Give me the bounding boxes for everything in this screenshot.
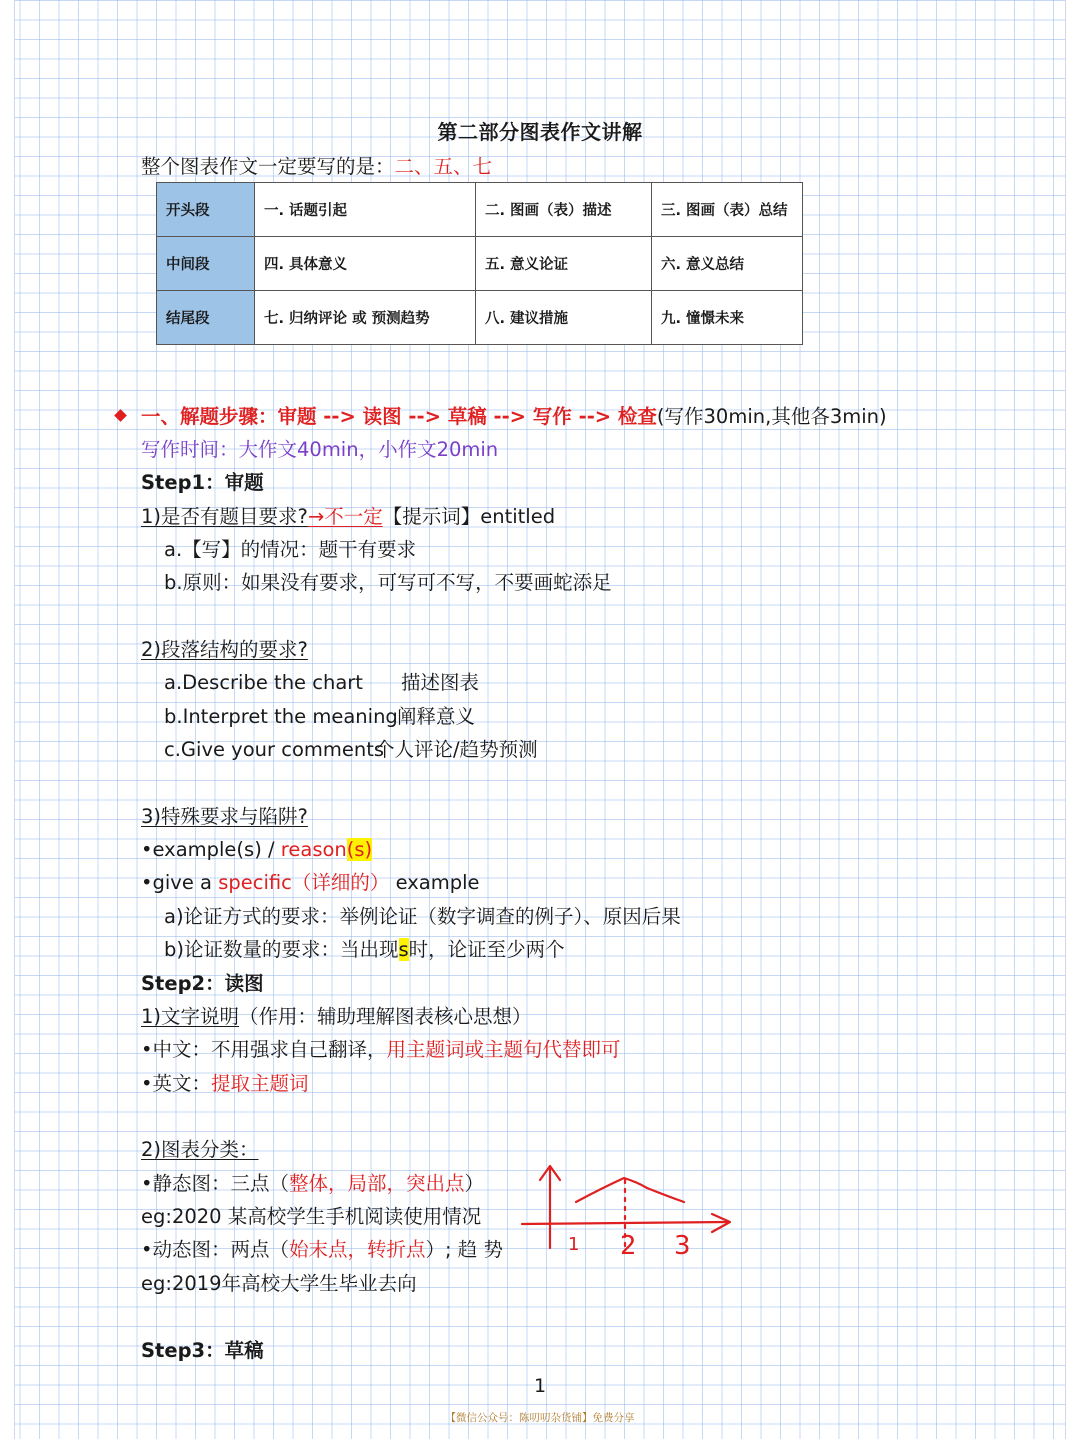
step1-q2: 2)段落结构的要求? [141,638,308,661]
step2-s1 [141,1004,532,1030]
text-span: （作用：辅助理解图表核心思想） [239,1005,532,1028]
text-span: b)论证数量的要求：当出现 [164,938,399,961]
step1-q2-item: c.Give your comments [164,738,385,761]
sketch-x-axis [522,1222,727,1224]
text-span: •静态图：三点（ [141,1172,290,1195]
item-zh: 个人评论/趋势预测 [375,738,538,761]
table-row [157,183,803,237]
step1-q3-b [164,937,565,963]
step2-en [141,1071,309,1097]
hand-drawn-trend-sketch [512,1158,737,1258]
step2-zh [141,1037,621,1063]
text-span: •动态图：两点（ [141,1238,290,1261]
item-zh: 阐释意义 [397,705,476,728]
step1-q1-text: 1)是否有题目要求? [141,505,308,528]
sketch-label: 3 [674,1231,691,1258]
text-span: ）; 趋 势 [425,1238,503,1261]
left-margin [0,0,15,1439]
red-text: 始末点，转折点 [289,1238,426,1261]
item-en: a.Describe the chart [164,671,363,694]
red-text: specific（详细的） [218,871,390,894]
table-cell: 五. 意义论证 [476,237,652,291]
step3-title: Step3：草稿 [141,1339,264,1362]
step2-title: Step2：读图 [141,972,264,995]
red-text: 用主题词或主题句代替即可 [386,1038,621,1061]
table-cell: 一. 话题引起 [255,183,476,237]
item-zh: 描述图表 [401,671,480,694]
must-write-line [141,154,492,180]
table-row [157,291,803,345]
step1-title: Step1：审题 [141,471,264,494]
step2-static [141,1171,484,1197]
step1-q1-note: 【提示词】entitled [382,505,556,528]
writing-time: 写作时间：大作文40min，小作文20min [141,438,499,461]
table-cell-section: 开头段 [157,183,255,237]
text-span: •中文：不用强求自己翻译， [141,1038,387,1061]
table-cell-section: 结尾段 [157,291,255,345]
text-span: example [389,871,480,894]
table-row [157,237,803,291]
step1-q3-a: a)论证方式的要求：举例论证（数字调查的例子）、原因后果 [164,905,681,928]
step2-dynamic-eg: eg:2019年高校大学生毕业去向 [141,1272,417,1295]
step1-q1-b: b.原则：如果没有要求，可写可不写，不要画蛇添足 [164,571,612,594]
table-cell: 七. 归纳评论 或 预测趋势 [255,291,476,345]
sketch-curve [576,1178,684,1202]
page-number: 1 [533,1375,547,1397]
table-cell: 三. 图画（表）总结 [652,183,803,237]
table-cell: 六. 意义总结 [652,237,803,291]
part1-heading-line [141,404,887,430]
step1-q1 [141,504,555,530]
text-span: •example(s) / [141,838,281,861]
step1-q2-item: b.Interpret the meaning [164,705,398,728]
part1-heading-note: (写作30min,其他各3min) [656,405,887,428]
step1-q2-item [164,670,599,696]
step1-q1-a: a.【写】的情况：题干有要求 [164,538,417,561]
footer-note: 【微信公众号：陈叨叨杂货铺】免费分享 [445,1412,635,1424]
highlight-text: s [398,938,409,961]
step1-q3-line1 [141,837,372,863]
diamond-bullet-icon [114,409,127,422]
sketch-label: 1 [568,1234,580,1255]
step1-q1-answer: →不一定 [307,505,383,528]
structure-table [156,182,803,345]
step2-s2: 2)图表分类： [141,1138,259,1161]
step2-static-eg: eg:2020 某高校学生手机阅读使用情况 [141,1205,482,1228]
text-span: •give a [141,871,219,894]
text-span: 时，论证至少两个 [408,938,565,961]
step1-q3-line2 [141,870,480,896]
table-cell: 四. 具体意义 [255,237,476,291]
highlight-text: (s) [346,838,373,861]
sketch-label: 2 [620,1231,637,1258]
right-margin [1065,0,1080,1439]
red-text: 提取主题词 [211,1072,309,1095]
page-title: 第二部分图表作文讲解 [437,120,643,144]
text-span: 1)文字说明 [141,1005,240,1028]
text-span: ） [464,1172,485,1195]
step1-q3: 3)特殊要求与陷阱? [141,805,308,828]
red-text: 整体，局部，突出点 [289,1172,465,1195]
part1-heading: 一、解题步骤：审题 --> 读图 --> 草稿 --> 写作 --> 检查 [141,405,657,428]
must-write-value: 二、五、七 [394,155,493,178]
table-cell: 二. 图画（表）描述 [476,183,652,237]
table-cell-section: 中间段 [157,237,255,291]
table-cell: 八. 建议措施 [476,291,652,345]
must-write-label: 整个图表作文一定要写的是： [141,155,395,178]
table-cell: 九. 憧憬未来 [652,291,803,345]
red-text: reason [280,838,347,861]
step2-dynamic [141,1237,503,1263]
text-span: •英文： [141,1072,212,1095]
